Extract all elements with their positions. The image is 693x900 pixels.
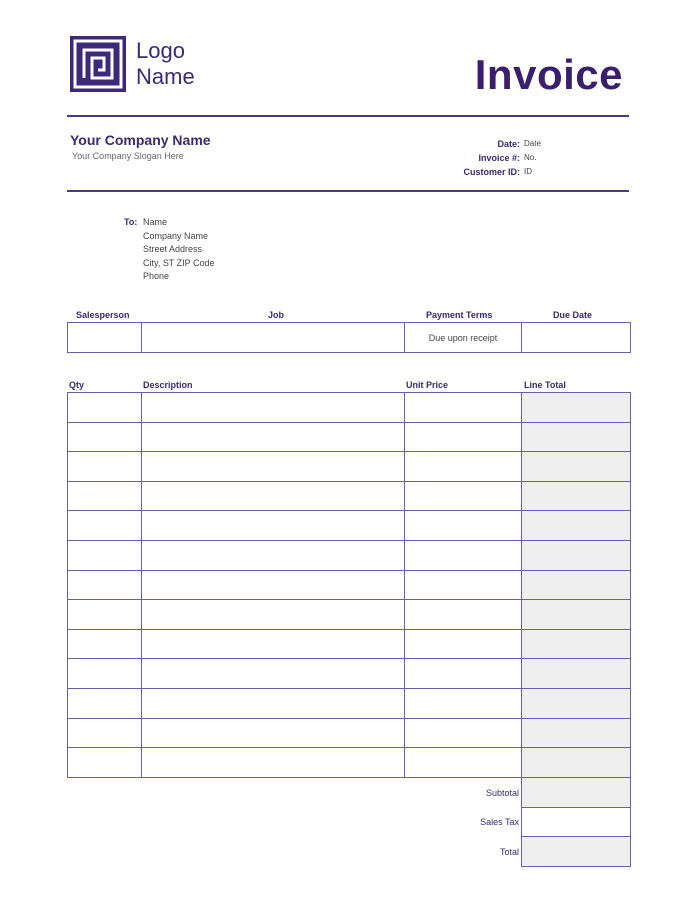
date-value[interactable]: Date [524,139,541,148]
description-cell[interactable] [142,422,405,452]
job-cell[interactable] [142,323,405,353]
qty-cell[interactable] [68,481,142,511]
date-row [430,137,630,151]
unit-price-cell[interactable] [405,511,522,541]
due-date-cell[interactable] [522,323,631,353]
salesperson-header: Salesperson [76,310,130,320]
job-header: Job [268,310,285,320]
qty-cell[interactable] [68,688,142,718]
line-total-cell[interactable] [522,570,631,600]
header-divider [67,115,629,117]
line-total-cell[interactable] [522,393,631,423]
recipient-street[interactable]: Street Address [143,244,203,254]
description-cell[interactable] [142,570,405,600]
meta-divider [67,190,629,192]
line-total-cell[interactable] [522,511,631,541]
description-cell[interactable] [142,600,405,630]
invoice-title: Invoice [474,51,623,98]
line-total-cell[interactable] [522,481,631,511]
qty-cell[interactable] [68,570,142,600]
sales-tax-cell[interactable] [522,808,631,837]
description-header: Description [143,380,193,390]
description-cell[interactable] [142,540,405,570]
table-row [68,748,631,778]
unit-price-cell[interactable] [405,481,522,511]
recipient-phone[interactable]: Phone [143,271,170,281]
recipient-company[interactable]: Company Name [143,230,209,241]
recipient-block [124,216,215,284]
qty-cell[interactable] [68,540,142,570]
qty-cell[interactable] [68,393,142,423]
payment-terms-header: Payment Terms [426,310,493,320]
unit-price-header: Unit Price [406,380,449,390]
description-cell[interactable] [142,659,405,689]
description-cell[interactable] [142,688,405,718]
line-total-cell[interactable] [522,422,631,452]
table-row [68,452,631,482]
table-row [68,422,631,452]
description-cell[interactable] [142,393,405,423]
subtotal-cell[interactable] [522,778,631,808]
invoice-meta [430,137,630,179]
invoice-number-value[interactable]: No. [524,153,537,162]
table-row [68,659,631,689]
line-total-cell[interactable] [522,452,631,482]
total-cell[interactable] [522,837,631,867]
table-row [68,511,631,541]
summary-table [521,777,631,867]
table-row [68,570,631,600]
invoice-number-row [430,151,630,165]
table-row [68,688,631,718]
customer-id-label: Customer ID: [463,167,520,177]
customer-id-row [430,165,630,179]
customer-id-value[interactable]: ID [524,167,532,176]
due-date-header: Due Date [553,310,593,320]
sales-tax-label: Sales Tax [480,817,519,827]
line-total-cell[interactable] [522,540,631,570]
qty-cell[interactable] [68,422,142,452]
unit-price-cell[interactable] [405,659,522,689]
table-row [68,629,631,659]
table-row [68,481,631,511]
description-cell[interactable] [142,629,405,659]
unit-price-cell[interactable] [405,422,522,452]
description-cell[interactable] [142,748,405,778]
recipient-city[interactable]: City, ST ZIP Code [143,257,215,268]
table-row [68,718,631,748]
unit-price-cell[interactable] [405,629,522,659]
line-total-header: Line Total [524,380,566,390]
qty-cell[interactable] [68,629,142,659]
description-cell[interactable] [142,481,405,511]
unit-price-cell[interactable] [405,452,522,482]
unit-price-cell[interactable] [405,570,522,600]
date-label: Date: [497,139,520,149]
table-row [68,540,631,570]
line-items-table [67,392,631,778]
table-row [68,393,631,423]
qty-cell[interactable] [68,659,142,689]
qty-cell[interactable] [68,718,142,748]
unit-price-cell[interactable] [405,748,522,778]
description-cell[interactable] [142,452,405,482]
company-slogan: Your Company Slogan Here [72,151,184,161]
terms-table [67,322,631,353]
line-total-cell[interactable] [522,748,631,778]
description-cell[interactable] [142,511,405,541]
line-total-cell[interactable] [522,600,631,630]
unit-price-cell[interactable] [405,393,522,423]
qty-cell[interactable] [68,511,142,541]
line-total-cell[interactable] [522,688,631,718]
unit-price-cell[interactable] [405,600,522,630]
to-label: To: [124,217,138,227]
logo-name: Logo Name [136,38,195,89]
company-name: Your Company Name [70,132,211,148]
unit-price-cell[interactable] [405,540,522,570]
unit-price-cell[interactable] [405,718,522,748]
total-label: Total [499,847,519,857]
unit-price-cell[interactable] [405,688,522,718]
line-total-cell[interactable] [522,718,631,748]
line-total-cell[interactable] [522,659,631,689]
payment-terms-cell[interactable]: Due upon receipt [405,323,522,353]
logo-icon [70,36,126,92]
subtotal-label: Subtotal [485,788,519,798]
line-total-cell[interactable] [522,629,631,659]
qty-cell[interactable] [68,748,142,778]
description-cell[interactable] [142,718,405,748]
recipient-name[interactable]: Name [143,217,168,227]
qty-header: Qty [69,380,85,390]
salesperson-cell[interactable] [68,323,142,353]
invoice-number-label: Invoice #: [478,153,520,163]
qty-cell[interactable] [68,452,142,482]
table-row [68,600,631,630]
qty-cell[interactable] [68,600,142,630]
